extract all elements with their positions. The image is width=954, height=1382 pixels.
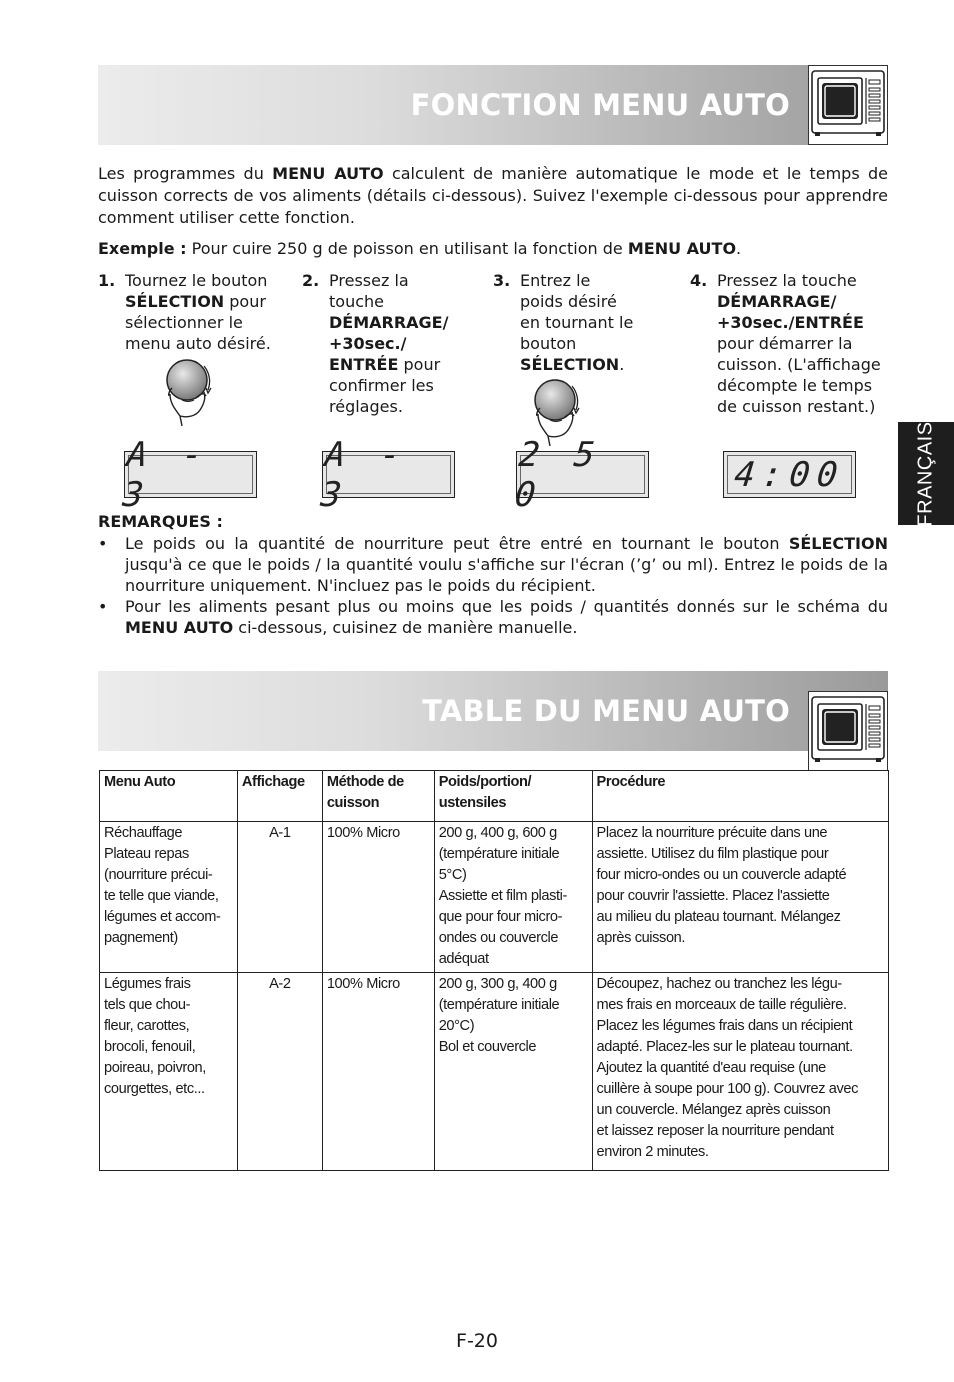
table-row	[100, 822, 889, 973]
microwave-icon	[808, 691, 888, 771]
lcd-readout: A - 3	[318, 434, 410, 515]
intro-paragraph: Les programmes du MENU AUTO calculent de manière automatique le mode et le temps de cuisson corrects de vos aliments (détails ci-dessous). Suivez l'exemple ci-dessous pour apprendre comment utiliser cette fonction.	[98, 164, 888, 227]
cell-menu: Réchauffage Plateau repas (nourriture précui- te telle que viande, légumes et accom- pagnement)	[100, 822, 238, 973]
cell-menu: Légumes frais tels que chou- fleur, carottes, brocoli, fenouil, poireau, poivron, courgettes, etc...	[100, 973, 238, 1171]
cell-display: A-1	[237, 822, 322, 973]
microwave-icon	[808, 65, 888, 145]
table-row	[100, 973, 889, 1171]
section-title: TABLE DU MENU AUTO	[422, 694, 790, 728]
lcd-display-step-2	[318, 434, 455, 515]
cell-method: 100% Micro	[322, 973, 434, 1171]
lcd-readout: 4:00	[732, 454, 847, 495]
header-procedure: Procédure	[592, 771, 888, 822]
table-header-row	[100, 771, 889, 822]
header-poids: Poids/portion/ ustensiles	[434, 771, 592, 822]
cell-procedure: Découpez, hachez ou tranchez les légu- mes frais en morceaux de taille régulière. Placez les légumes frais dans un récipient adapté. Placez-les sur le plateau tournant. Ajoutez la quantité d'eau requise (une cuillère à soupe pour 100 g). Couvrez avec un couvercle. Mélangez après cuisson et laissez reposer la nourriture pendant environ 2 minutes.	[592, 973, 888, 1171]
section-banner-table-du-menu-auto	[98, 671, 888, 751]
section-banner-fonction-menu-auto	[98, 65, 888, 145]
cell-method: 100% Micro	[322, 822, 434, 973]
hand-turning-knob-icon	[160, 354, 222, 432]
lcd-readout: A - 3	[120, 434, 212, 515]
remarks-title: REMARQUES :	[98, 512, 223, 531]
cell-weight: 200 g, 400 g, 600 g (température initiale 5°C) Assiette et film plasti- que pour four micro- ondes ou couvercle adéquat	[434, 822, 592, 973]
cell-display: A-2	[237, 973, 322, 1171]
lcd-readout: 2 5 0	[512, 434, 604, 515]
header-affichage: Affichage	[237, 771, 322, 822]
lcd-display-step-4	[723, 451, 856, 498]
lcd-display-step-1	[120, 434, 257, 515]
lcd-display-step-3	[512, 434, 649, 515]
page-number: F-20	[456, 1330, 498, 1352]
language-tab: FRANÇAIS	[898, 422, 954, 525]
header-methode: Méthode de cuisson	[322, 771, 434, 822]
cell-procedure: Placez la nourriture précuite dans une assiette. Utilisez du film plastique pour four micro-ondes ou un couvercle adapté pour couvrir l'assiette. Placez l'assiette au milieu du plateau tournant. Mélangez après cuisson.	[592, 822, 888, 973]
auto-menu-table	[99, 770, 889, 1171]
section-title: FONCTION MENU AUTO	[410, 88, 790, 122]
header-menu-auto: Menu Auto	[100, 771, 238, 822]
cell-weight: 200 g, 300 g, 400 g (température initiale 20°C) Bol et couvercle	[434, 973, 592, 1171]
example-paragraph: Exemple : Pour cuire 250 g de poisson en utilisant la fonction de MENU AUTO.	[98, 239, 742, 258]
